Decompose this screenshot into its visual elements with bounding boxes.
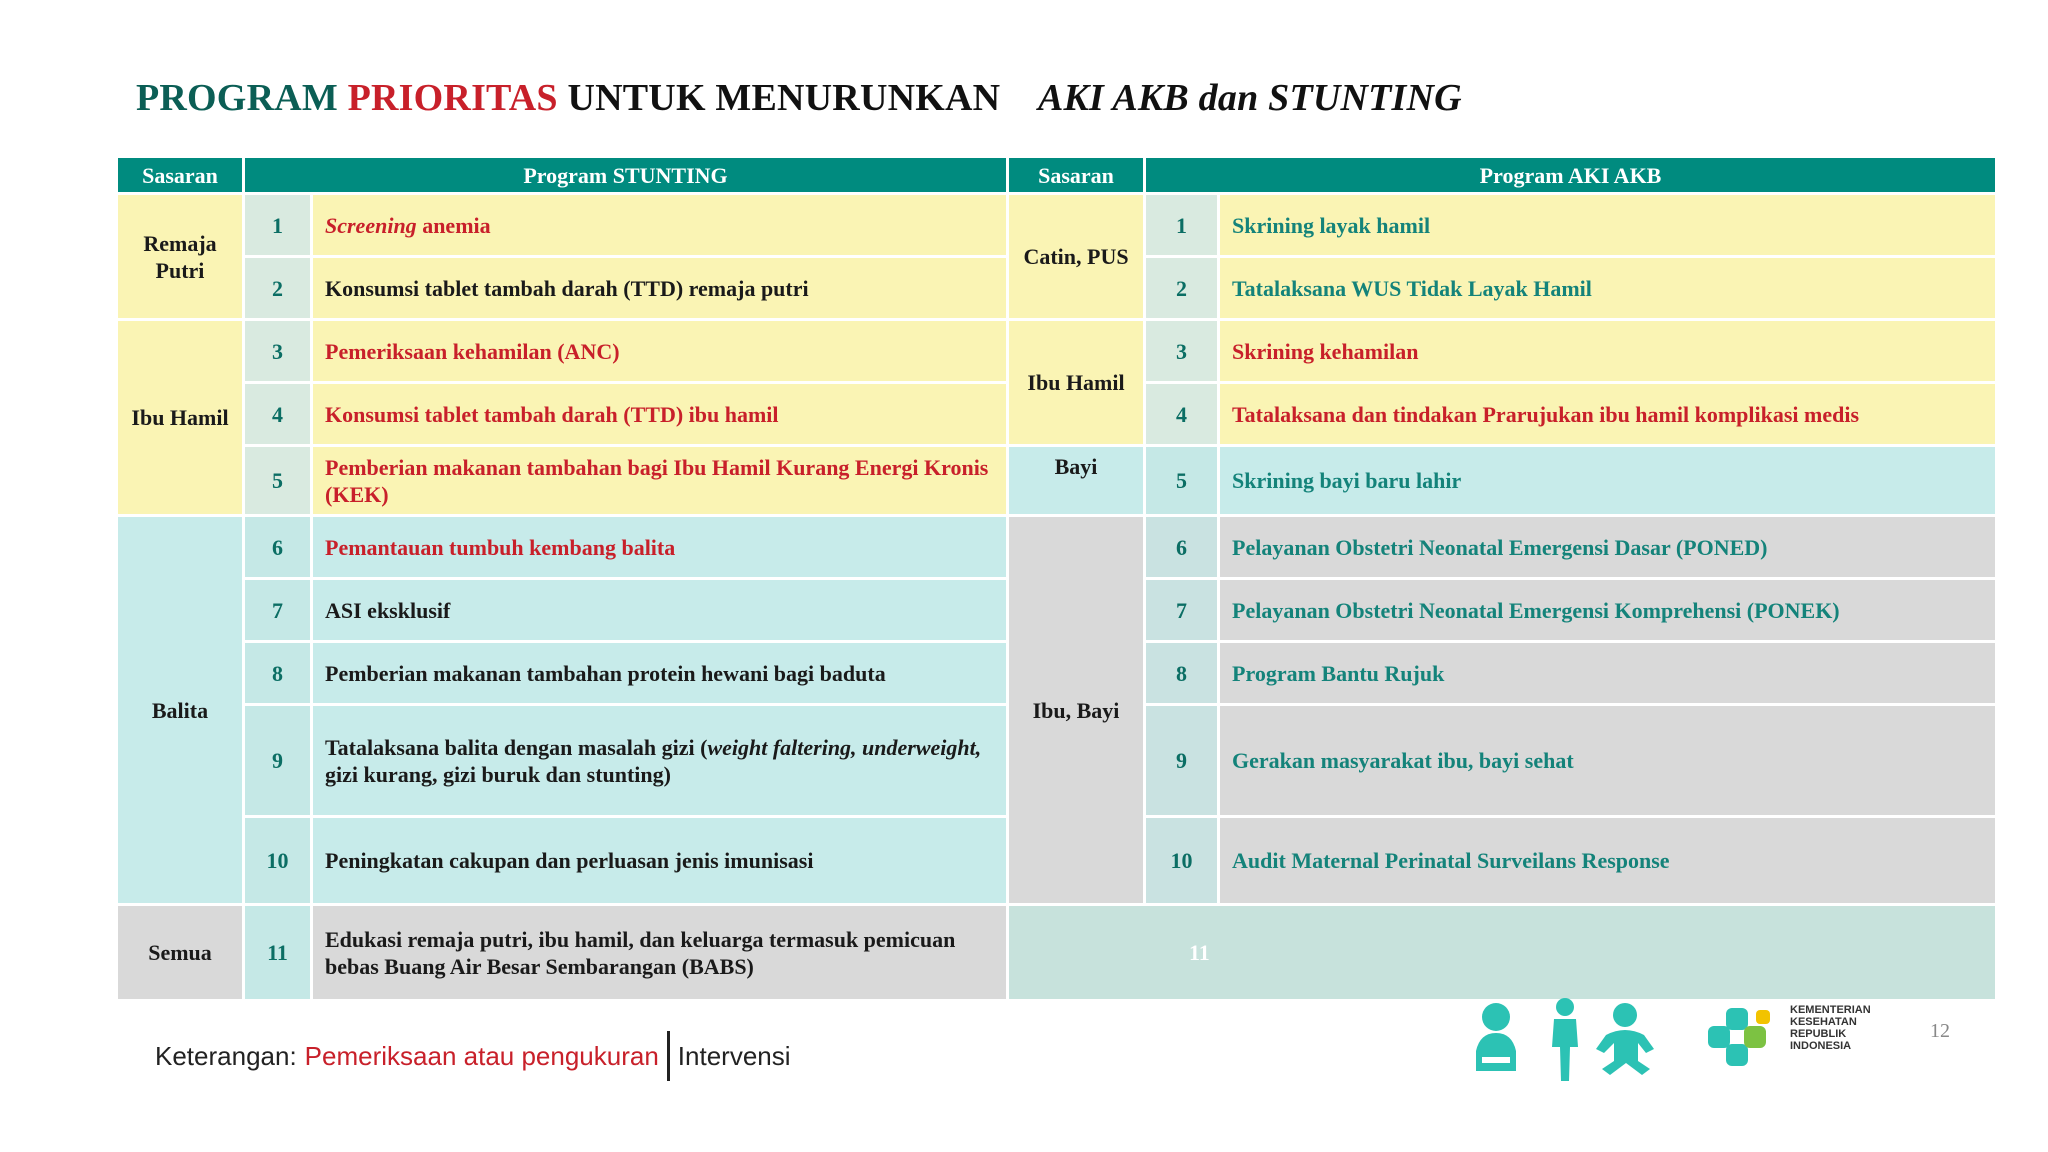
- baby-crawling-icon: [1596, 1003, 1654, 1075]
- stunting-item-italic: weight faltering, underweight,: [707, 734, 982, 760]
- group-balita: Balita: [117, 516, 244, 905]
- stunting-item: ASI eksklusif: [312, 579, 1008, 642]
- group-remaja-putri: Remaja Putri: [117, 194, 244, 320]
- stunting-num: 1: [244, 194, 312, 257]
- aki-item: Skrining kehamilan: [1219, 320, 1997, 383]
- table-row: [117, 905, 1997, 1001]
- title-part-program: PROGRAM: [136, 77, 338, 119]
- aki-item: Program Bantu Rujuk: [1219, 642, 1997, 705]
- stunting-item: Edukasi remaja putri, ibu hamil, dan keluarga termasuk pemicuan bebas Buang Air Besar Sembarangan (BABS): [312, 905, 1008, 1001]
- stunting-item-italic: Screening: [325, 212, 417, 238]
- page-title: [136, 76, 1462, 120]
- aki-item: Skrining layak hamil: [1219, 194, 1997, 257]
- aki-num: 2: [1145, 257, 1219, 320]
- stunting-item-part: Tatalaksana balita dengan masalah gizi (: [325, 734, 708, 760]
- pregnant-woman-icon: [1476, 1003, 1516, 1071]
- stunting-num: 10: [244, 817, 312, 905]
- stunting-num: 6: [244, 516, 312, 579]
- group-catin-pus: Catin, PUS: [1008, 194, 1145, 320]
- group-ibu-hamil: Ibu Hamil: [117, 320, 244, 516]
- stunting-item: Konsumsi tablet tambah darah (TTD) remaja putri: [312, 257, 1008, 320]
- table-row: [117, 194, 1997, 257]
- header-program-aki: Program AKI AKB: [1145, 157, 1997, 194]
- group-semua: Semua: [117, 905, 244, 1001]
- aki-num: 1: [1145, 194, 1219, 257]
- stunting-num: 11: [244, 905, 312, 1001]
- stunting-num: 8: [244, 642, 312, 705]
- aki-num: 8: [1145, 642, 1219, 705]
- legend: [155, 1030, 791, 1082]
- stunting-item: Pemantauan tumbuh kembang balita: [312, 516, 1008, 579]
- stunting-num: 4: [244, 383, 312, 446]
- aki-item: Skrining bayi baru lahir: [1219, 446, 1997, 516]
- stunting-num: 7: [244, 579, 312, 642]
- title-part-aki: AKI AKB dan STUNTING: [1037, 77, 1462, 119]
- group-bayi: Bayi: [1008, 446, 1145, 516]
- ministry-logo-text: KEMENTERIAN KESEHATAN REPUBLIK INDONESIA: [1790, 1004, 1871, 1052]
- legend-label: Keterangan:: [155, 1040, 297, 1071]
- aki-num: 9: [1145, 705, 1219, 817]
- stunting-item: Konsumsi tablet tambah darah (TTD) ibu hamil: [312, 383, 1008, 446]
- child-standing-icon: [1552, 998, 1578, 1081]
- stunting-item-rest: anemia: [416, 212, 491, 238]
- title-part-untuk: UNTUK MENURUNKAN: [567, 77, 1001, 119]
- table-header-row: [117, 157, 1997, 194]
- stunting-item: Peningkatan cakupan dan perluasan jenis imunisasi: [312, 817, 1008, 905]
- header-sasaran-right: Sasaran: [1008, 157, 1145, 194]
- aki-item-empty: 11: [1008, 905, 1997, 1001]
- stunting-num: 9: [244, 705, 312, 817]
- stunting-item: Pemberian makanan tambahan protein hewani bagi baduta: [312, 642, 1008, 705]
- stunting-item: Pemeriksaan kehamilan (ANC): [312, 320, 1008, 383]
- footer-icons: [1470, 995, 1670, 1085]
- table-row: [117, 446, 1997, 516]
- header-sasaran-left: Sasaran: [117, 157, 244, 194]
- aki-item: Tatalaksana dan tindakan Prarujukan ibu hamil komplikasi medis: [1219, 383, 1997, 446]
- stunting-num: 5: [244, 446, 312, 516]
- header-program-stunting: Program STUNTING: [244, 157, 1008, 194]
- aki-num: 5: [1145, 446, 1219, 516]
- stunting-item: [312, 705, 1008, 817]
- aki-num: 6: [1145, 516, 1219, 579]
- legend-red: Pemeriksaan atau pengukuran: [305, 1031, 670, 1081]
- group-ibu-hamil-right: Ibu Hamil: [1008, 320, 1145, 446]
- stunting-num: 3: [244, 320, 312, 383]
- stunting-item: Pemberian makanan tambahan bagi Ibu Hamil Kurang Energi Kronis (KEK): [312, 446, 1008, 516]
- title-part-prioritas: PRIORITAS: [347, 77, 558, 119]
- stunting-num: 2: [244, 257, 312, 320]
- group-ibu-bayi: Ibu, Bayi: [1008, 516, 1145, 905]
- table-row: [117, 516, 1997, 579]
- legend-black: Intervensi: [677, 1040, 791, 1071]
- stunting-item-part: gizi kurang, gizi buruk dan stunting): [325, 761, 671, 787]
- aki-item: Pelayanan Obstetri Neonatal Emergensi Komprehensi (PONEK): [1219, 579, 1997, 642]
- stunting-item: [312, 194, 1008, 257]
- aki-item: Pelayanan Obstetri Neonatal Emergensi Dasar (PONED): [1219, 516, 1997, 579]
- aki-num: 7: [1145, 579, 1219, 642]
- aki-item: Gerakan masyarakat ibu, bayi sehat: [1219, 705, 1997, 817]
- page-number: 12: [1930, 1020, 1950, 1042]
- aki-num: 10: [1145, 817, 1219, 905]
- program-table: [115, 155, 1998, 1002]
- aki-num: 4: [1145, 383, 1219, 446]
- aki-num: 3: [1145, 320, 1219, 383]
- aki-item: Tatalaksana WUS Tidak Layak Hamil: [1219, 257, 1997, 320]
- table-row: [117, 320, 1997, 383]
- aki-item: Audit Maternal Perinatal Surveilans Response: [1219, 817, 1997, 905]
